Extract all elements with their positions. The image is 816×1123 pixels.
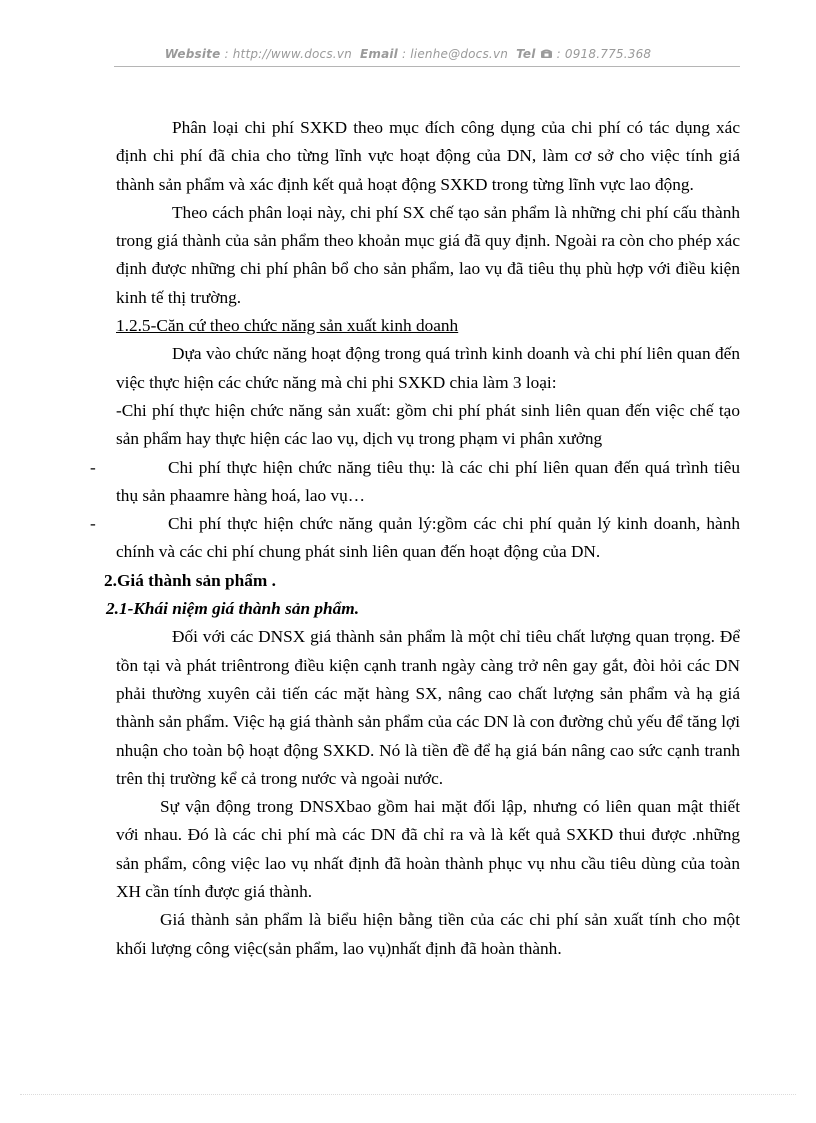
list-item xyxy=(90,454,740,511)
paragraph: Theo cách phân loại này, chi phí SX chế tạo sản phẩm là những chi phí cấu thành trong giá thành của sản phẩm theo khoản mục giá đã quy định. Ngoài ra còn cho phép xác định được những chi phí phân bổ cho sản phẩm, lao vụ đã tiêu thụ phù hợp với điều kiện kinh tế thị trường. xyxy=(116,202,740,307)
section-heading-1-2-5: 1.2.5-Căn cứ theo chức năng sản xuất kinh doanh xyxy=(116,316,459,336)
document-body xyxy=(90,114,740,963)
list-item xyxy=(90,510,740,567)
list-bullet: - xyxy=(90,457,96,477)
section-heading-2-1: 2.1-Khái niệm giá thành sản phẩm. xyxy=(106,599,360,619)
section-heading-2: 2.Giá thành sản phẩm . xyxy=(104,570,276,590)
paragraph: Đối với các DNSX giá thành sản phẩm là một chỉ tiêu chất lượng quan trọng. Để tồn tại và phát triêntrong điều kiện cạnh tranh ngày càng trở nên gay gắt, đòi hỏi các DN phải thường xuyên cải tiến các mặt hàng SX, nâng cao chất lượng sản phẩm và hạ giá thành sản phẩm. Việc hạ giá thành sản phẩm của các DN là con đường chủ yếu để tăng lợi nhuận cho toàn bộ hoạt động SXKD. Nó là tiền đề để hạ giá bán nâng cao sức cạnh tranh trên thị trường kể cả trong nước và ngoài nước. xyxy=(116,627,740,788)
page-header xyxy=(0,47,816,61)
paragraph: -Chi phí thực hiện chức năng sản xuất: gồm chi phí phát sinh liên quan đến việc chế tạo sản phẩm hay thực hiện các lao vụ, dịch vụ trong phạm vi phân xưởng xyxy=(116,400,740,449)
website-value: : http://www.docs.vn xyxy=(224,47,352,61)
paragraph: Phân loại chi phí SXKD theo mục đích công dụng của chi phí có tác dụng xác định chi phí đã chia cho từng lĩnh vực hoạt động của DN, làm cơ sở cho việc tính giá thành sản phẩm và xác định kết quả hoạt động SXKD trong từng lĩnh vực lao động. xyxy=(116,118,740,194)
tel-label: Tel xyxy=(516,47,536,61)
paragraph: Sự vận động trong DNSXbao gồm hai mặt đối lập, nhưng có liên quan mật thiết với nhau. Đó là các chi phí mà các DN đã chỉ ra và là kết quả SXKD thui được .những sản phẩm, công việc lao vụ nhất định đã hoàn thành phục vụ nhu cầu tiêu dùng của toàn XH cần tính được giá thành. xyxy=(116,797,740,902)
list-item-text: Chi phí thực hiện chức năng tiêu thụ: là các chi phí liên quan đến quá trình tiêu thụ sản phaamre hàng hoá, lao vụ… xyxy=(116,457,740,505)
paragraph: Dựa vào chức năng hoạt động trong quá trình kinh doanh và chi phí liên quan đến việc thực hiện các chức năng mà chi phi SXKD chia làm 3 loại: xyxy=(116,344,740,392)
paragraph: Giá thành sản phẩm là biểu hiện bằng tiền của các chi phí sản xuất tính cho một khối lượng công việc(sản phẩm, lao vụ)nhất định đã hoàn thành. xyxy=(116,910,740,958)
phone-icon xyxy=(540,47,557,61)
website-label: Website xyxy=(164,47,221,61)
list-item-text: Chi phí thực hiện chức năng quản lý:gồm các chi phí quản lý kinh doanh, hành chính và các chi phí chung phát sinh liên quan đến hoạt động của DN. xyxy=(116,514,740,562)
tel-value: : 0918.775.368 xyxy=(556,47,652,61)
list-bullet: - xyxy=(90,514,96,534)
email-label: Email xyxy=(359,47,398,61)
header-divider xyxy=(114,66,740,67)
email-value: : lienhe@docs.vn xyxy=(402,47,509,61)
footer-divider xyxy=(20,1094,796,1095)
